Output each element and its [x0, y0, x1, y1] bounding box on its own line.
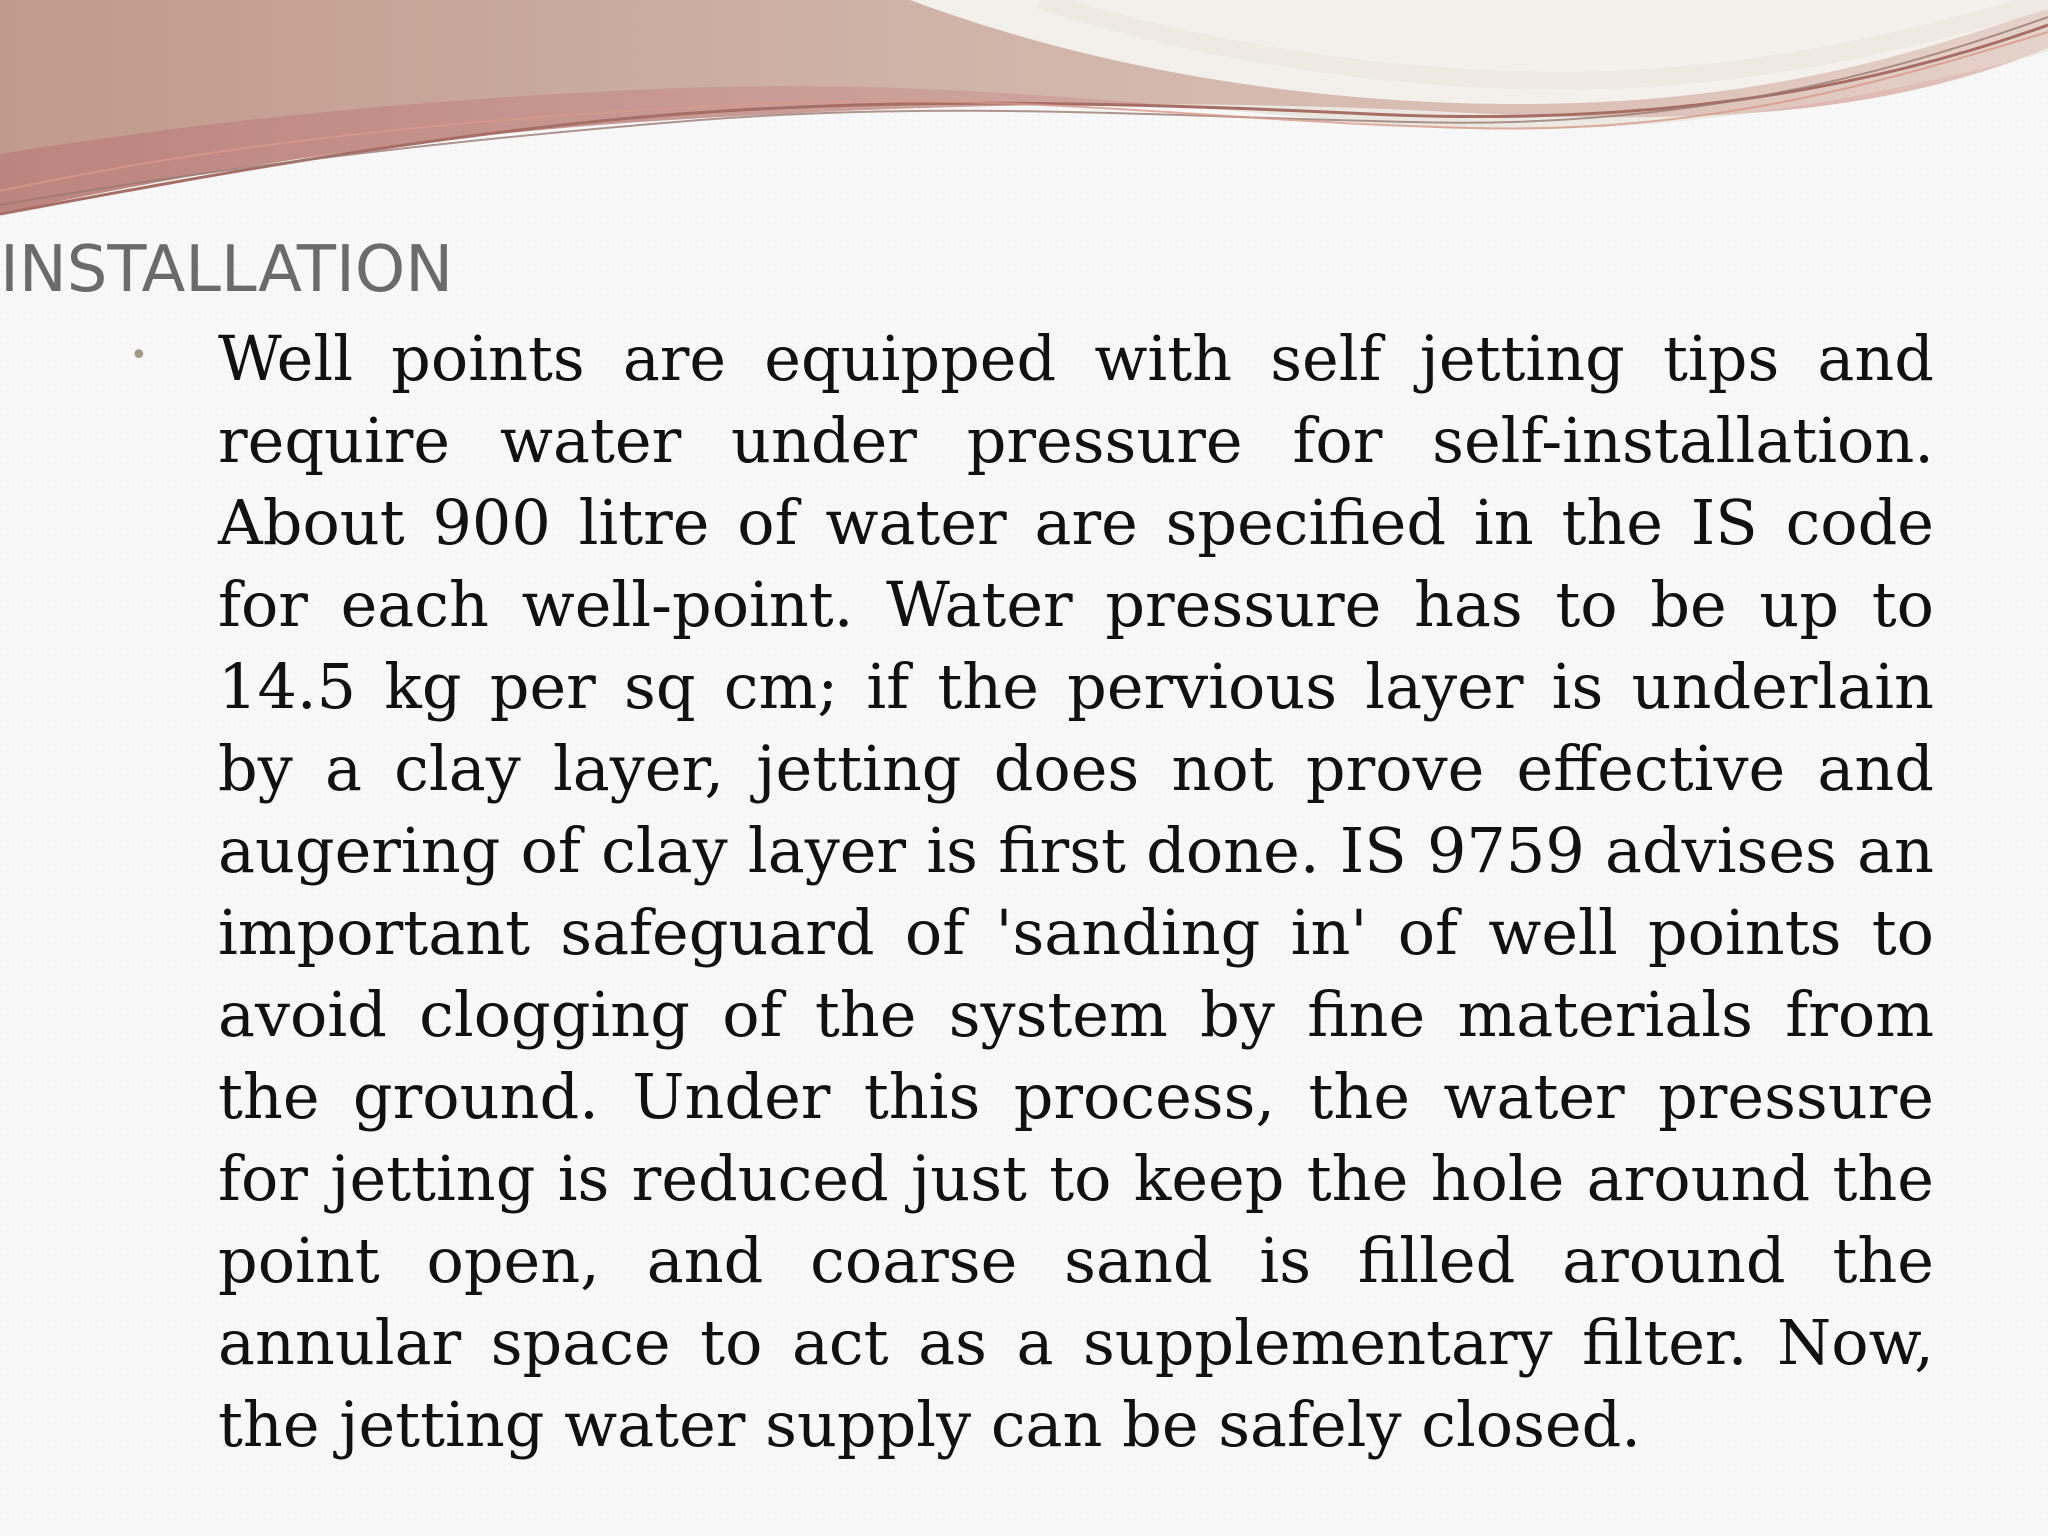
decorative-header-wave [0, 0, 2048, 240]
slide-title: INSTALLATION [0, 233, 454, 307]
installation-paragraph: Well points are equipped with self jetting tips and require water under pressure for self-installation. About 900 litre of water are specified in the IS code for each well-point. Water pressure has to be up to 14.5 kg per sq cm; if the pervious layer is underlain by a clay layer, jetting does not prove effective and augering of clay layer is first done. IS 9759 advises an important safeguard of 'sanding in' of well points to avoid clogging of the system by fine materials from the ground. Under this process, the water pressure for jetting is reduced just to keep the hole around the point open, and coarse sand is filled around the annular space to act as a supplementary filter. Now, the jetting water supply can be safely closed. [218, 322, 1934, 1461]
bullet-dot-icon: • [130, 338, 148, 373]
slide-content [130, 318, 1934, 1466]
bullet-item [130, 318, 1934, 1466]
